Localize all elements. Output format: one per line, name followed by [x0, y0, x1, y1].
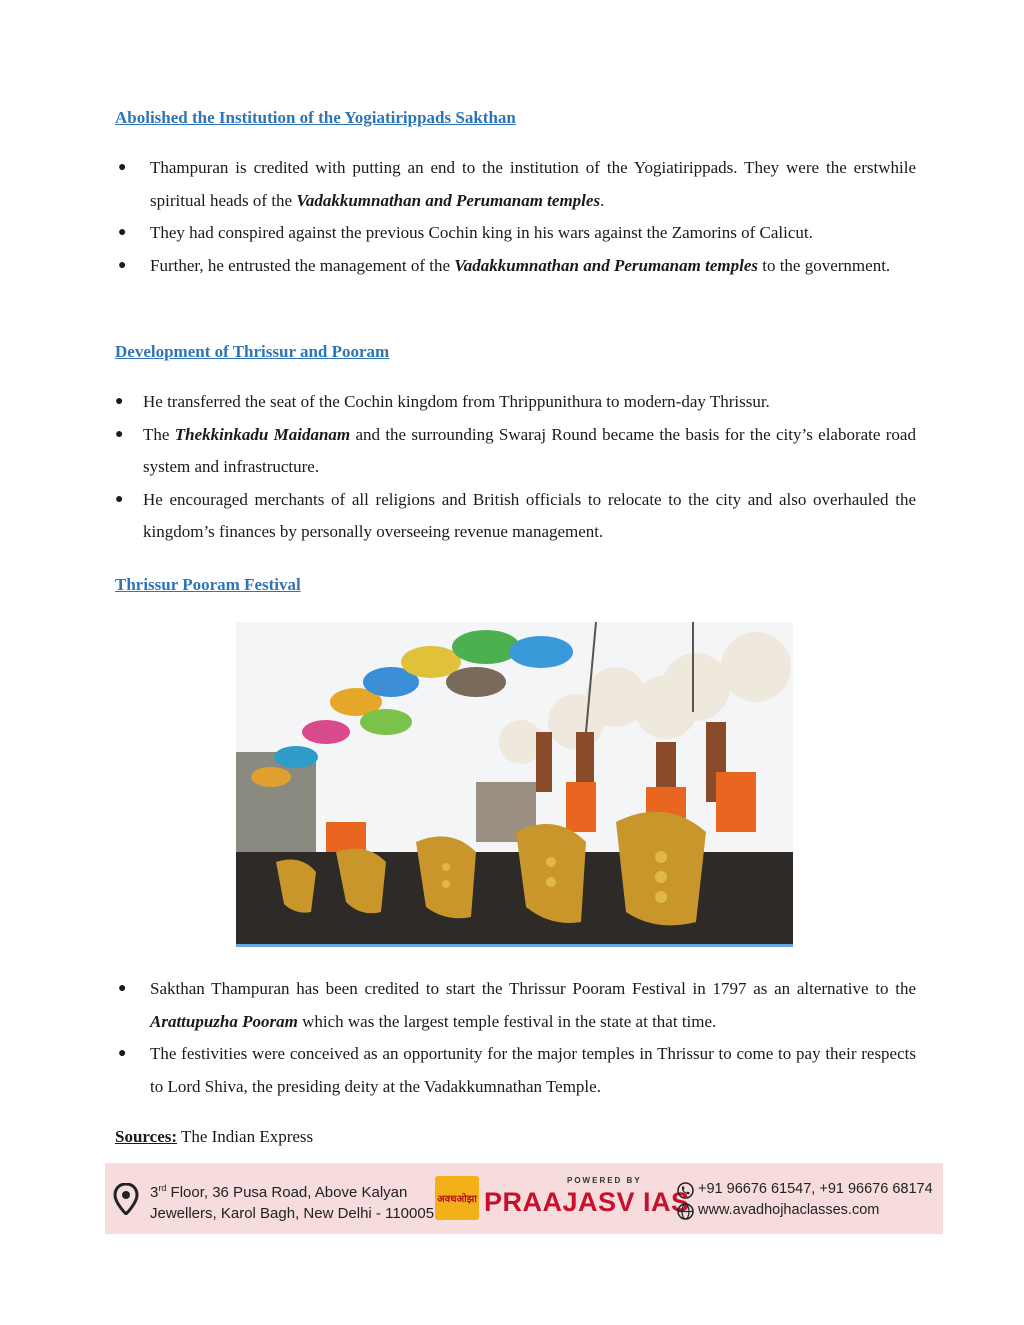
bullet-icon: ● [118, 257, 127, 273]
list-item: ● He transferred the seat of the Cochin kingdom from Thrippunithura to modern-day Thrissur. [115, 386, 916, 419]
photo-underline [236, 944, 793, 947]
brand-name: PRAAJASV IAS [484, 1187, 690, 1217]
bullet-icon: ● [115, 426, 124, 442]
footer-website[interactable]: www.avadhojhaclasses.com [698, 1202, 880, 1218]
phone-icon [677, 1182, 694, 1199]
bullet-icon: ● [118, 225, 127, 240]
bullet-icon: ● [118, 160, 127, 175]
footer-address: 3rd Floor, 36 Pusa Road, Above Kalyan Jewellers, Karol Bagh, New Delhi - 110005 [150, 1183, 435, 1222]
sources-label: Sources: [115, 1127, 178, 1146]
bullet-icon: ● [118, 981, 127, 996]
bullet-icon: ● [118, 1046, 127, 1061]
bullet-list-pooram-festival [115, 973, 916, 1103]
section-heading-thrissur-development[interactable]: Development of Thrissur and Pooram [115, 342, 390, 361]
globe-icon [677, 1203, 694, 1220]
bullet-icon: ● [115, 491, 124, 507]
powered-by-label: POWERED BY [567, 1176, 642, 1185]
list-item: ● The Thekkinkadu Maidanam and the surrounding Swaraj Round became the basis for the city’s elaborate road system and infrastructure. [115, 419, 916, 484]
sources-text: The Indian Express [177, 1127, 314, 1146]
section-heading-pooram-festival[interactable]: Thrissur Pooram Festival [115, 575, 301, 594]
festival-photo [236, 622, 793, 947]
list-item: ● The festivities were conceived as an opportunity for the major temples in Thrissur to come to pay their respects to Lord Shiva, the presiding deity at the Vadakkumnathan Temple. [115, 1038, 916, 1103]
sources-line [115, 1127, 313, 1147]
section-heading-yogiatirippads[interactable]: Abolished the Institution of the Yogiatirippads Sakthan [115, 108, 516, 127]
bullet-list-thrissur-development [115, 386, 916, 549]
list-item: ● Further, he entrusted the management of the Vadakkumnathan and Perumanam temples to the government. [115, 250, 916, 283]
location-pin-icon [113, 1183, 139, 1215]
bullet-list-yogiatirippads [115, 152, 916, 282]
brand-logo: अवधओझा [435, 1176, 479, 1220]
list-item: ● They had conspired against the previous Cochin king in his wars against the Zamorins of Calicut. [115, 217, 916, 250]
list-item: ● Sakthan Thampuran has been credited to start the Thrissur Pooram Festival in 1797 as an alternative to the Arattupuzha Pooram which was the largest temple festival in the state at that time. [115, 973, 916, 1038]
list-item: ● Thampuran is credited with putting an end to the institution of the Yogiatirippads. They were the erstwhile spiritual heads of the Vadakkumnathan and Perumanam temples. [115, 152, 916, 217]
list-item: ● He encouraged merchants of all religions and British officials to relocate to the city and also overhauled the kingdom’s finances by personally overseeing revenue management. [115, 484, 916, 549]
footer-phone[interactable]: +91 96676 61547, +91 96676 68174 [698, 1181, 933, 1197]
footer-banner [105, 1163, 943, 1234]
bullet-icon: ● [115, 394, 124, 409]
